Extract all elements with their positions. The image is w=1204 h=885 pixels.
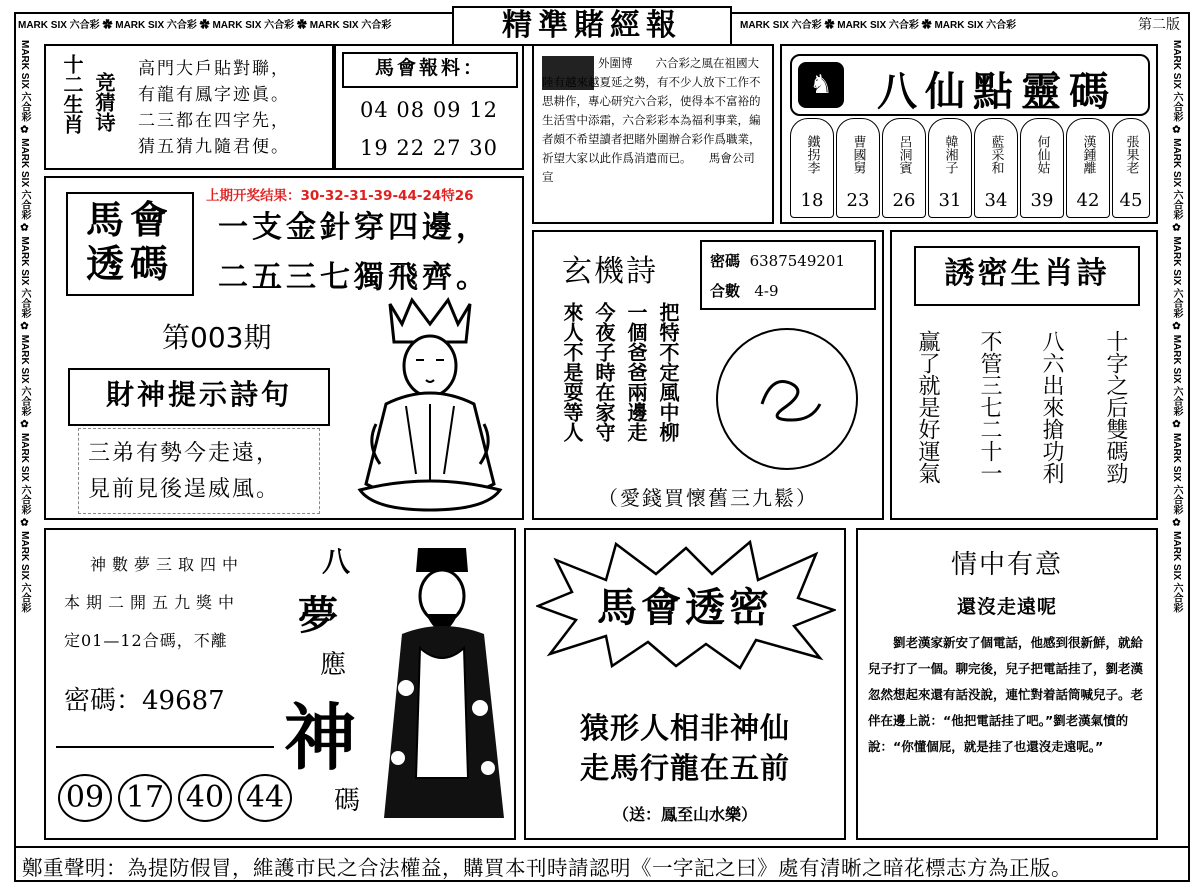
horse-code-line-1: 一支金針穿四邊，	[218, 210, 490, 245]
mystic-code-label: 密碼	[710, 252, 741, 270]
zodiac-tag-b: 竞猜诗	[92, 72, 116, 132]
dream-line-2: 本期二開五九獎中	[64, 593, 241, 612]
dream-deco-d: 神	[284, 696, 357, 780]
zodiac-tag-a: 十二生肖	[60, 54, 84, 134]
tips-title: 馬會報料：	[374, 57, 485, 79]
zodiac-poem-lines	[138, 56, 290, 160]
zodiac-line: 高門大戶貼對聯，	[138, 59, 290, 79]
wealth-title-box	[68, 368, 330, 426]
secret-burst-footer: （送：鳳至山水樂）	[612, 805, 757, 824]
horse-code-label-box	[66, 192, 194, 296]
secret-zodiac-column: 赢了就是好運氣	[915, 330, 940, 484]
notice-panel	[532, 44, 774, 224]
immortal-name: 鐵拐李	[804, 134, 820, 174]
story-subtitle: 還沒走遠呢	[956, 596, 1057, 618]
dream-code-row	[64, 680, 225, 717]
immortal-name: 韓湘子	[942, 134, 958, 174]
secret-zodiac-title-box	[914, 246, 1140, 306]
number-ball: 44	[238, 774, 292, 822]
dream-code-value: 49687	[142, 686, 225, 716]
secret-burst-line-2: 走馬行龍在五前	[579, 751, 790, 785]
wealth-title: 財神提示詩句	[105, 378, 292, 411]
immortal-number: 23	[846, 190, 870, 211]
immortal-card	[928, 118, 972, 218]
mystic-column: 今夜子時在家守	[592, 302, 616, 442]
immortal-number: 18	[800, 190, 824, 211]
zodiac-line: 二三都在四字先，	[138, 111, 290, 131]
story-paragraph: 劉老漢家新安了個電話，他感到很新鮮，就給兒子打了一個。聊完後，兒子把電話挂了，劉老漢忽然想起來還有話没說，連忙對着話筒喊兒子。老伴在邊上説：“他把電話挂了吧。”劉老漢氣憤的說：“你懂個屁，就是挂了也還沒走遠呢。”	[868, 635, 1144, 754]
dream-code-label: 密碼：	[64, 686, 143, 716]
secret-burst-line-1: 猿形人相非神仙	[579, 711, 790, 745]
brand-strip-text: MARK SIX 六合彩	[18, 20, 100, 31]
story-title: 情中有意	[950, 550, 1063, 580]
dream-deco-e: 碼	[334, 786, 361, 816]
dream-deco-a: 八	[322, 545, 351, 578]
issue-number: 第003期	[162, 321, 272, 354]
mystic-poem-panel	[532, 230, 884, 520]
immortal-card	[1020, 118, 1064, 218]
immortal-card	[882, 118, 926, 218]
dream-line-1: 神數夢三取四中	[90, 555, 245, 574]
immortal-number: 26	[892, 190, 916, 211]
god-figure-illustration	[376, 538, 512, 828]
immortal-name: 張果老	[1123, 134, 1139, 174]
secret-zodiac-column: 不管三七二十一	[977, 330, 1002, 484]
immortal-name: 漢鍾離	[1080, 134, 1096, 174]
eight-immortals-title: 八仙點靈碼	[877, 69, 1117, 115]
secret-burst-panel	[524, 528, 846, 840]
tips-row-2: 19 22 27 30	[360, 136, 498, 160]
scribble-circle-icon	[712, 324, 862, 474]
immortal-number: 34	[984, 190, 1008, 211]
edition-label: 第二版	[1138, 17, 1180, 33]
immortal-name: 何仙姑	[1034, 134, 1050, 174]
tips-title-box	[342, 52, 518, 88]
horse-code-line-2: 二五三七獨飛齊。	[218, 260, 490, 295]
horse-icon: ♞	[798, 62, 844, 108]
eight-immortals-panel	[780, 44, 1158, 224]
secret-zodiac-column: 八六出來搶功利	[1039, 330, 1064, 484]
number-ball: 17	[118, 774, 172, 822]
horse-code-panel	[44, 176, 524, 520]
number-ball: 40	[178, 774, 232, 822]
mystic-sum-label: 合數	[710, 282, 741, 300]
brand-strip-right: MARK SIX 六合彩 ✿ MARK SIX 六合彩 ✿ MARK SIX 六合彩 ✿ MARK SIX 六合彩 ✿ MARK SIX 六合彩 ✿ MARK SIX 六合彩	[1171, 40, 1182, 613]
last-result: 上期开奖结果：30-32-31-39-44-24特26	[206, 188, 474, 204]
mystic-column: 來人不是耍等人	[560, 302, 584, 442]
dream-line-3: 定01—12合碼，不離	[64, 631, 228, 650]
wealth-line-1: 三弟有勢今走遠，	[88, 441, 281, 466]
zodiac-poem-panel	[44, 44, 334, 170]
secret-zodiac-panel	[890, 230, 1158, 520]
brand-strip-left: MARK SIX 六合彩 ✿ MARK SIX 六合彩 ✿ MARK SIX 六合彩 ✿ MARK SIX 六合彩 ✿ MARK SIX 六合彩 ✿ MARK SIX 六合彩	[19, 40, 30, 613]
mystic-code-box	[700, 240, 876, 310]
mystic-title: 玄機詩	[562, 254, 658, 289]
immortal-number: 39	[1030, 190, 1054, 211]
immortal-name: 呂洞賓	[896, 134, 912, 174]
brand-strip-top-right: MARK SIX 六合彩 ✿ MARK SIX 六合彩 ✿ MARK SIX 六合彩	[740, 20, 1017, 31]
immortal-card	[974, 118, 1018, 218]
notice-text: 外圍博 六合彩之風在祖國大陸有越來越夏延之勢，有不少人放下工作不思耕作，專心研究六合彩，使得本不富裕的生活雪中添霜，六合彩彩本為福利事業，編者頗不希望讀者把賭外圍辦合彩作爲職業，祈望大家以此作爲消遣而已。 馬會公司宣	[542, 56, 761, 184]
number-ball: 09	[58, 774, 112, 822]
mystic-code-value: 6387549201	[749, 252, 845, 270]
secret-zodiac-column: 十字之后雙碼勁	[1103, 330, 1128, 484]
immortal-number: 45	[1119, 190, 1143, 211]
dream-deco-c: 應	[320, 650, 347, 680]
dream-god-panel	[44, 528, 516, 840]
immortal-number: 42	[1076, 190, 1100, 211]
horse-code-label-a: 馬會	[85, 197, 174, 242]
immortals-row	[790, 118, 1150, 218]
buddha-figure-illustration	[346, 294, 514, 516]
immortal-card	[790, 118, 834, 218]
footer-bar	[14, 846, 1190, 882]
immortal-number: 31	[938, 190, 962, 211]
dream-balls	[58, 774, 298, 822]
eight-immortals-title-box	[790, 54, 1150, 116]
immortal-card	[1066, 118, 1110, 218]
wealth-line-2: 見前見後逞威風。	[88, 477, 281, 502]
mystic-column: 把特不定風中柳	[656, 302, 680, 442]
story-panel	[856, 528, 1158, 840]
brand-strip-top-left: MARK SIX 六合彩 ✿ MARK SIX 六合彩 ✿ MARK SIX 六合彩 ✿ MARK SIX 六合彩	[18, 20, 392, 31]
masthead-title: 精準賭經報	[502, 8, 682, 43]
secret-zodiac-title: 誘密生肖詩	[944, 256, 1110, 291]
secret-burst-badge: 馬會透密	[597, 585, 773, 631]
zodiac-line: 猜五猜九隨君便。	[138, 137, 290, 157]
zodiac-line: 有龍有鳳字迹眞。	[138, 85, 290, 105]
masthead-title-box	[452, 6, 732, 46]
immortal-name: 藍采和	[988, 134, 1004, 174]
immortal-card	[1112, 118, 1150, 218]
mystic-footer: （愛錢買懷舊三九鬆）	[598, 486, 818, 510]
mystic-column: 一個爸爸兩邊走	[624, 302, 648, 442]
tips-panel	[334, 44, 524, 170]
footer-notice: 鄭重聲明：為提防假冒，維護市民之合法權益，購買本刊時請認明《一字記之曰》處有清晰之暗花標志方為正版。	[22, 856, 1072, 880]
immortal-name: 曹國舅	[850, 134, 866, 174]
tips-row-1: 04 08 09 12	[360, 98, 498, 122]
immortal-card	[836, 118, 880, 218]
dream-divider	[56, 746, 274, 748]
horse-code-label-b: 透碼	[85, 241, 174, 286]
dream-deco-b: 夢	[298, 593, 338, 639]
mystic-sum-value: 4-9	[754, 282, 779, 300]
